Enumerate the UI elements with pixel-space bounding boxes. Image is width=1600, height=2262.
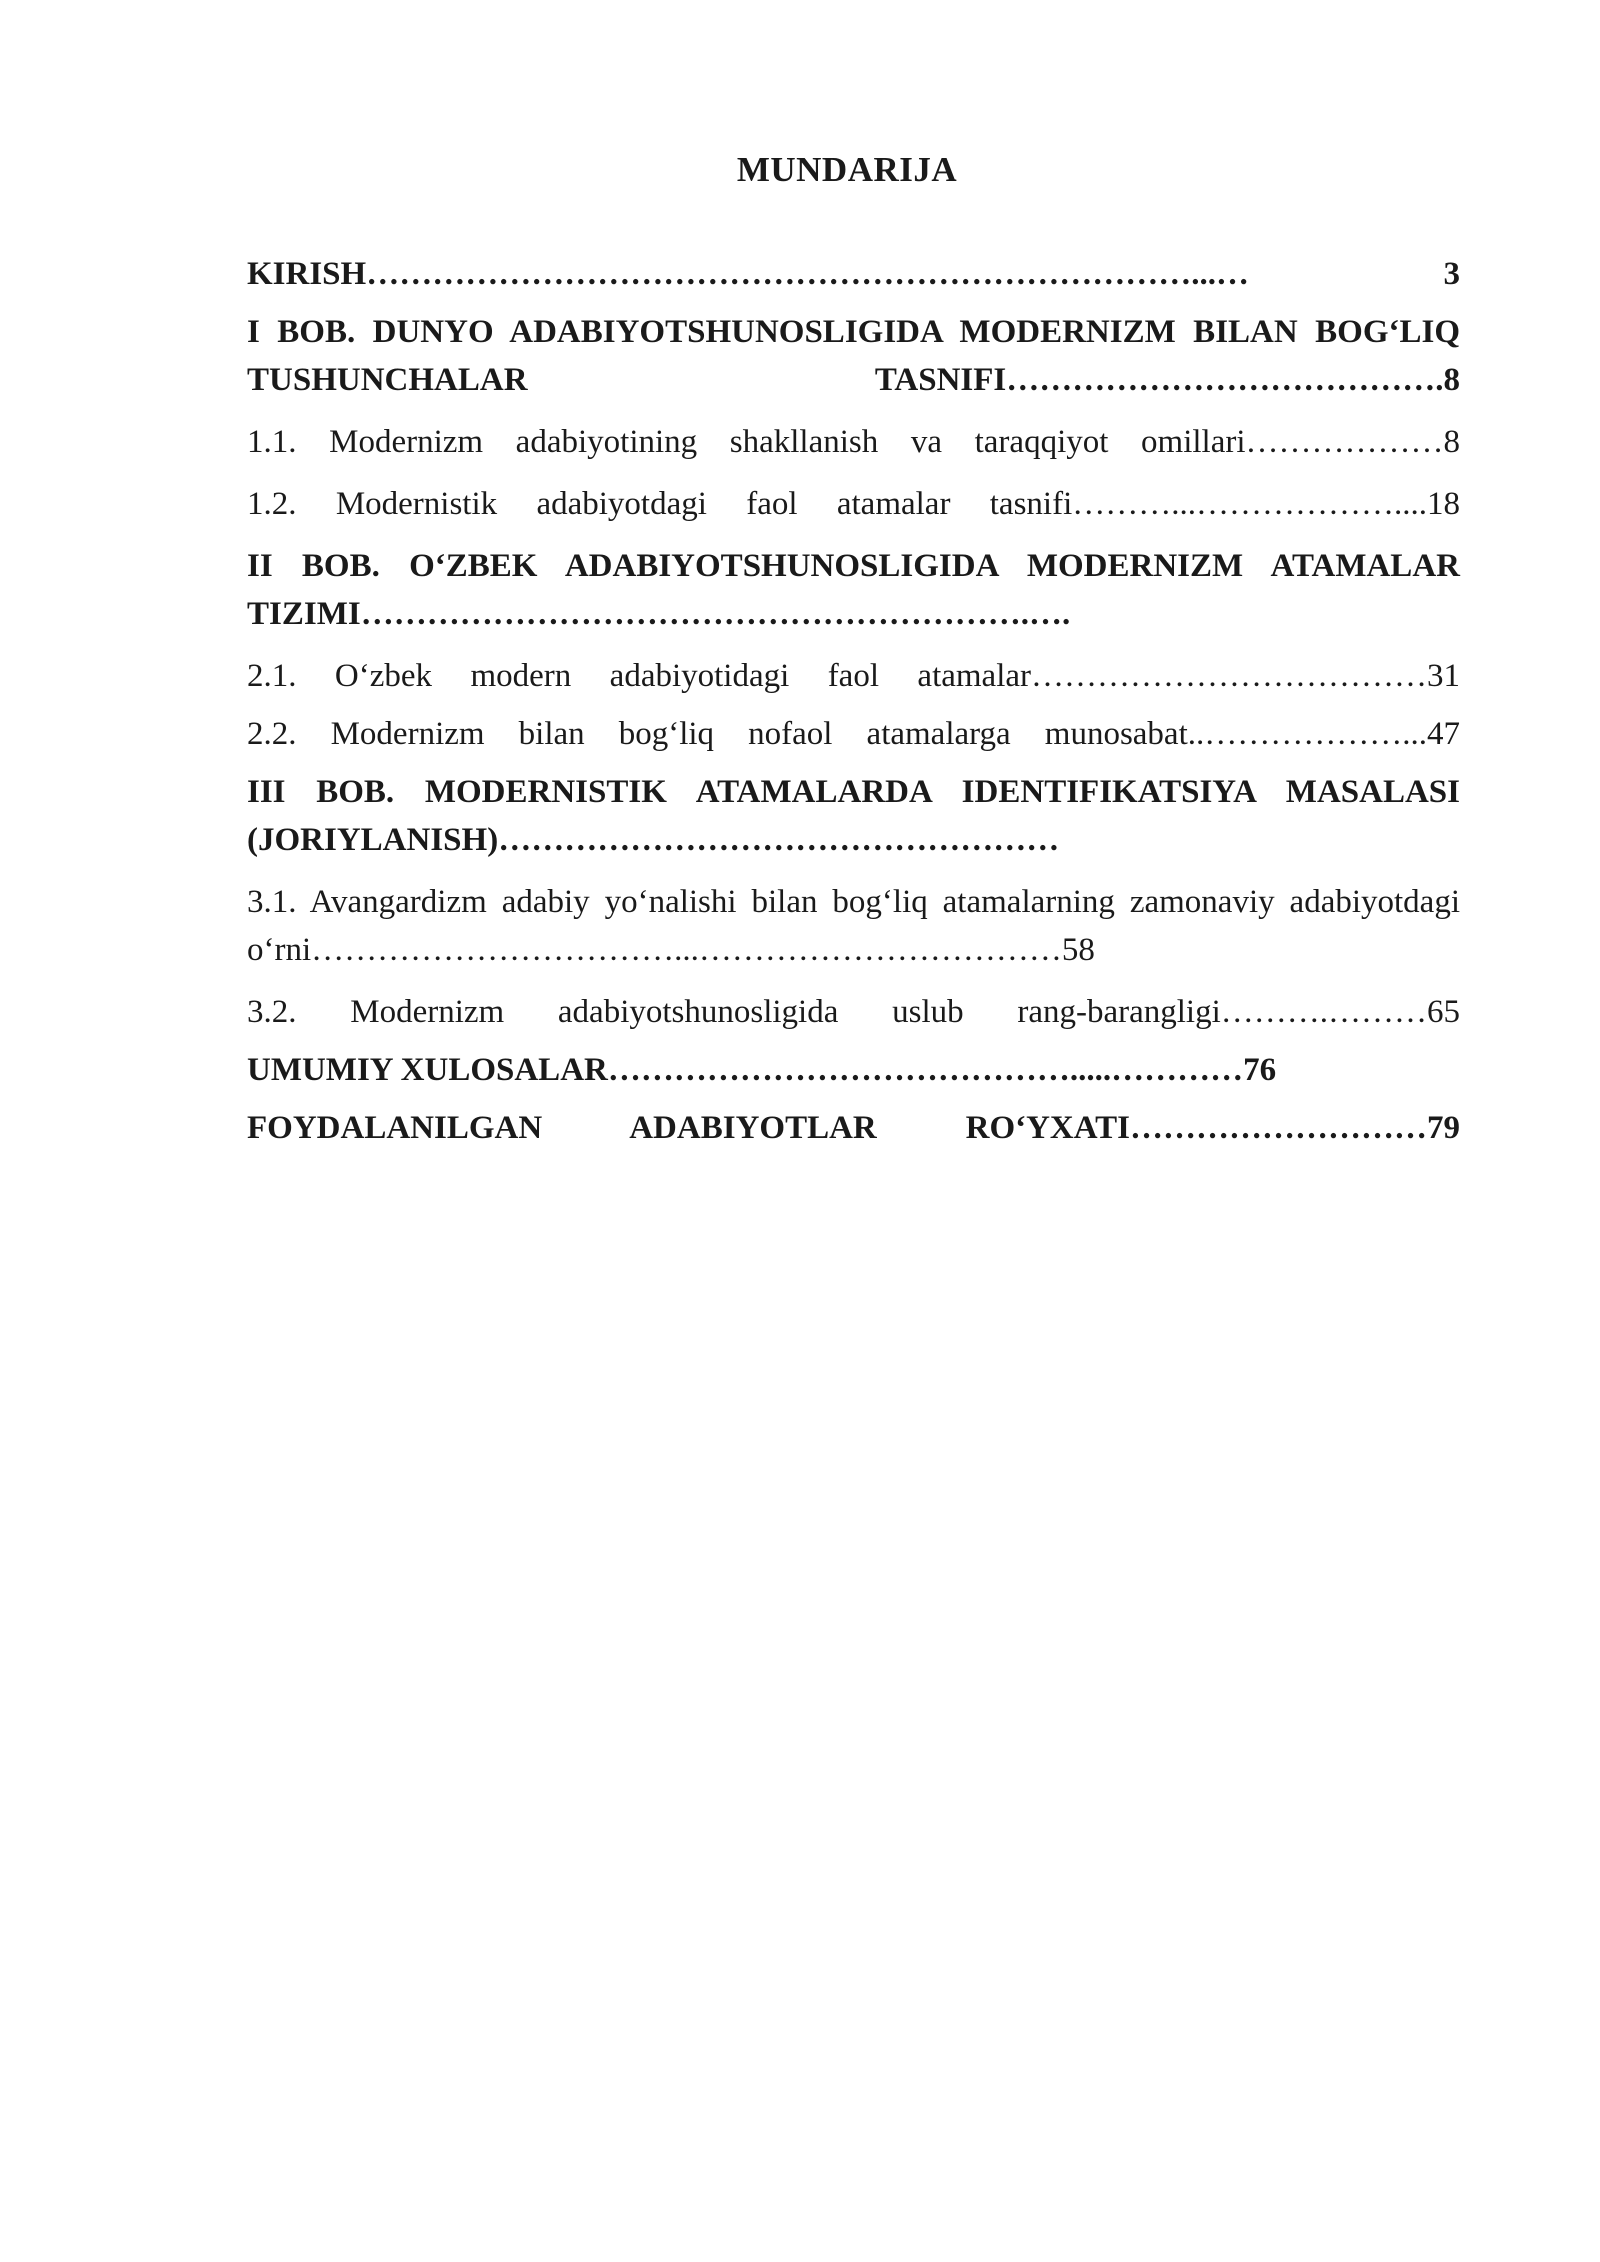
toc-entry-chapter-1[interactable]: I BOB. DUNYO ADABIYOTSHUNOSLIGIDA MODERNIZM BILAN BOG‘LIQ TUSHUNCHALAR TASNIFI………………………………….8: [247, 314, 1460, 398]
toc-entry-section-3-2[interactable]: 3.2. Modernizm adabiyotshunosligida uslub rang-barangligi……….………65: [247, 994, 1460, 1030]
toc-entry-section-2-2[interactable]: 2.2. Modernizm bilan bog‘liq nofaol atamalarga munosabat..………………...47: [247, 716, 1460, 752]
toc-entry-section-1-2[interactable]: 1.2. Modernistik adabiyotdagi faol atamalar tasnifi………...………………....18: [247, 486, 1460, 522]
toc-entry-conclusions[interactable]: UMUMIY XULOSALAR…………………………………….....…………76: [247, 1052, 1277, 1088]
toc-entry-introduction[interactable]: KIRISH…………………………………………………………………...… 3: [247, 256, 1460, 292]
toc-entry-chapter-2[interactable]: II BOB. O‘ZBEK ADABIYOTSHUNOSLIGIDA MODERNIZM ATAMALAR TIZIMI…………………………………………………….….: [247, 548, 1460, 632]
toc-entry-section-2-1[interactable]: 2.1. O‘zbek modern adabiyotidagi faol atamalar………………………………31: [247, 658, 1460, 694]
toc-entry-section-1-1[interactable]: 1.1. Modernizm adabiyotining shakllanish va taraqqiyot omillari………………8: [247, 424, 1460, 460]
page-title: MUNDARIJA: [736, 150, 958, 189]
toc-entry-section-3-1[interactable]: 3.1. Avangardizm adabiy yo‘nalishi bilan bog‘liq atamalarning zamonaviy adabiyotdagi o‘rni……………………………...……………………………58: [247, 884, 1460, 968]
toc-entry-bibliography[interactable]: FOYDALANILGAN ADABIYOTLAR RO‘YXATI………………………79: [247, 1110, 1460, 1146]
toc-entry-chapter-3[interactable]: III BOB. MODERNISTIK ATAMALARDA IDENTIFIKATSIYA MASALASI (JORIYLANISH)……………………………………………: [247, 774, 1460, 858]
table-of-contents: [247, 250, 1460, 1152]
